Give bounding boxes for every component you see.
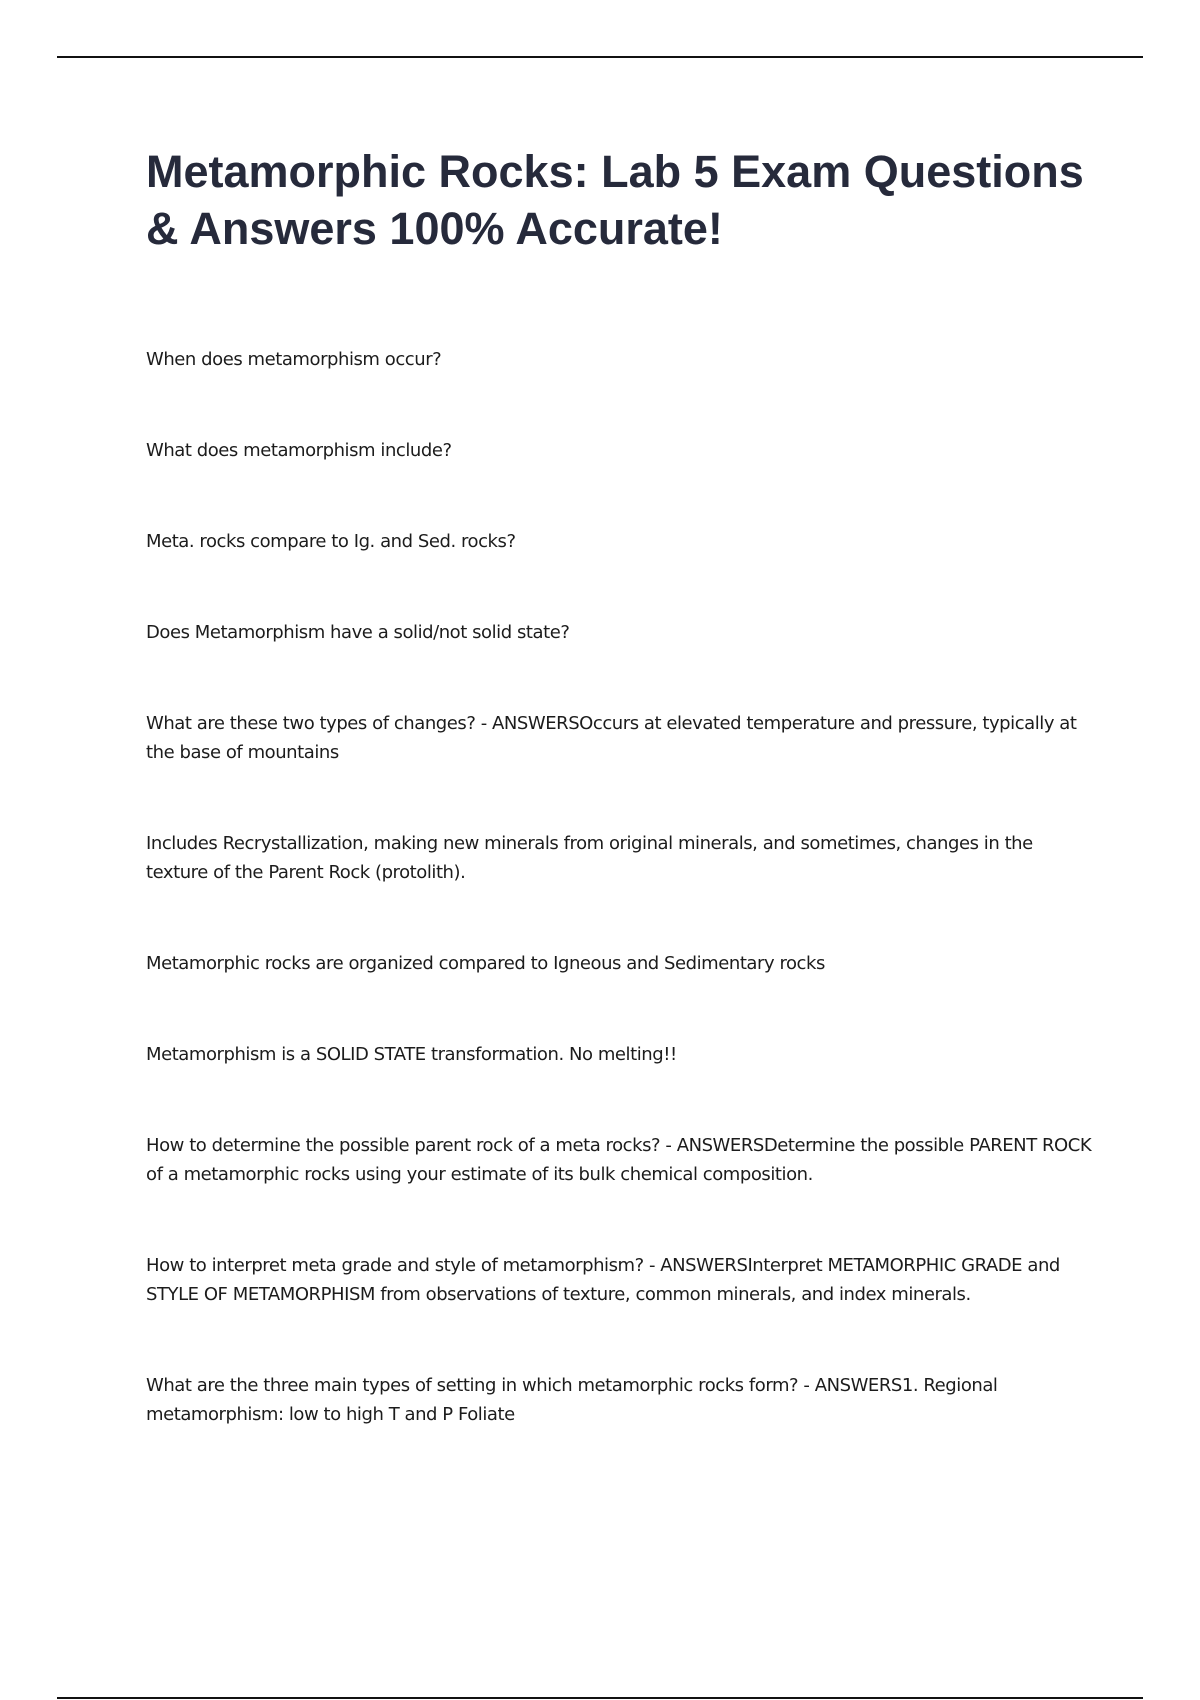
qa-item-8: Metamorphism is a SOLID STATE transformation. No melting!! [146,1044,677,1065]
qa-item-2: What does metamorphism include? [146,440,452,461]
qa-item-10: How to interpret meta grade and style of metamorphism? - ANSWERSInterpret METAMORPHIC GRADE and STYLE OF METAMORPHISM from observations of texture, common minerals, and index minerals. [146,1255,1060,1305]
qa-item-6: Includes Recrystallization, making new minerals from original minerals, and sometimes, changes in the texture of the Parent Rock (protolith). [146,833,1033,883]
qa-item-7: Metamorphic rocks are organized compared to Igneous and Sedimentary rocks [146,953,825,974]
qa-item-1: When does metamorphism occur? [146,349,442,370]
qa-item-5: What are these two types of changes? - ANSWERSOccurs at elevated temperature and pressure, typically at the base of mountains [146,713,1077,763]
qa-item-11: What are the three main types of setting in which metamorphic rocks form? - ANSWERS1. Regional metamorphism: low to high T and P Foliate [146,1375,998,1425]
bottom-rule [57,1697,1143,1699]
qa-item-9: How to determine the possible parent rock of a meta rocks? - ANSWERSDetermine the possible PARENT ROCK of a metamorphic rocks using your estimate of its bulk chemical composition. [146,1135,1092,1185]
qa-item-3: Meta. rocks compare to Ig. and Sed. rocks? [146,531,516,552]
top-rule [57,56,1143,58]
qa-item-4: Does Metamorphism have a solid/not solid state? [146,622,570,643]
document-title: Metamorphic Rocks: Lab 5 Exam Questions & Answers 100% Accurate! [146,146,1084,254]
